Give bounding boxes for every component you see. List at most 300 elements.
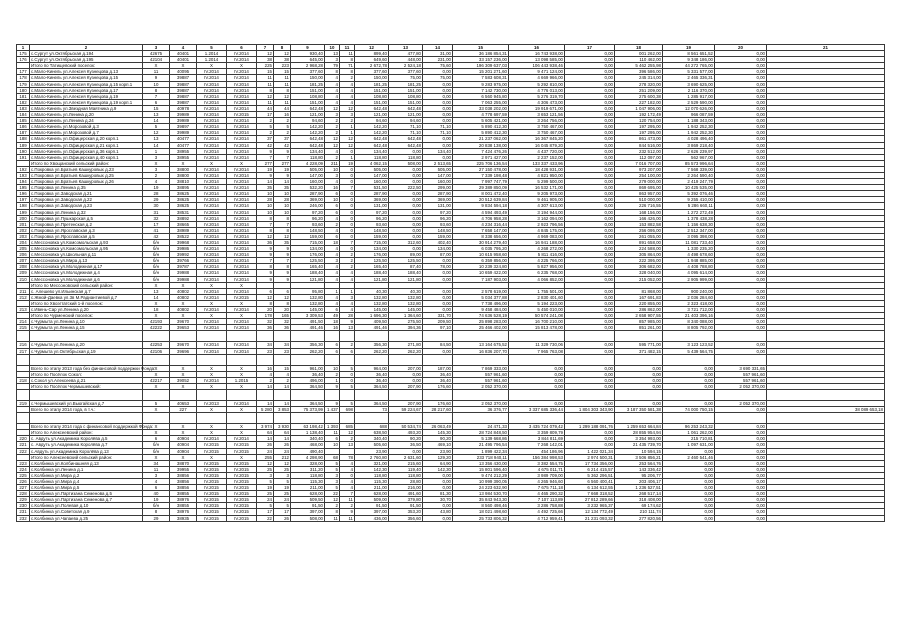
table-cell: 69 174,62 [615, 503, 663, 509]
table-cell: 0,00 [565, 240, 615, 246]
table-cell: 5 811 416,00 [509, 252, 565, 258]
table-cell: 25 [274, 466, 291, 472]
table-cell: 0,00 [565, 63, 615, 69]
table-cell: 7 424 476,26 [453, 148, 509, 154]
table-cell: 179 [17, 81, 30, 87]
table-cell: 4 062,15 [355, 160, 389, 166]
table-cell: 156 384 998,53 [509, 454, 565, 460]
table-cell: 38531 [170, 209, 197, 215]
table-cell: Х [197, 313, 227, 319]
table-cell: IV.2014 [197, 99, 227, 105]
table-cell: 34 [274, 342, 291, 348]
table-cell: 0,00 [389, 191, 423, 197]
table-cell: 145,00 [291, 307, 325, 313]
table-cell: с.Колбинка ул.Мира д.2 [30, 472, 143, 478]
table-cell: 9 [325, 400, 340, 406]
table-cell [227, 331, 257, 342]
table-cell [355, 354, 389, 365]
table-cell: IV.2014 [197, 270, 227, 276]
table-cell: 5 [143, 124, 170, 130]
table-cell: 595 771,00 [615, 342, 663, 348]
table-cell: б/н [143, 503, 170, 509]
table-cell: 28 [143, 191, 170, 197]
table-cell: 0,00 [715, 313, 767, 319]
table-cell: 132,80 [355, 294, 389, 300]
table-cell: 213 [17, 307, 30, 313]
table-cell: 4 675 011,71 [509, 466, 565, 472]
table-cell: 0,00 [423, 270, 453, 276]
table-cell: 181,25 [291, 81, 325, 87]
table-cell: 230 [17, 503, 30, 509]
table-cell: 0,00 [565, 99, 615, 105]
table-cell: Х [170, 371, 197, 377]
table-cell: 4 821 950,00 [509, 172, 565, 178]
table-cell: 3 309,53 [291, 313, 325, 319]
table-cell: 7 [274, 221, 291, 227]
table-cell: 5 [325, 466, 340, 472]
table-cell: Х [170, 160, 197, 166]
table-cell: 8 [257, 264, 274, 270]
table-cell [340, 331, 355, 342]
table-cell: 36 [274, 325, 291, 331]
table-cell: 4 [325, 81, 340, 87]
table-cell: 5 827 956,00 [509, 264, 565, 270]
table-cell: 5 299 500,00 [509, 179, 565, 185]
table-cell: Х [197, 160, 227, 166]
table-cell: 4 [340, 479, 355, 485]
table-cell: 5 392 076,46 [663, 191, 715, 197]
table-cell: 3 435 724 079,42 [509, 424, 565, 430]
table-cell: 38895 [170, 185, 197, 191]
table-cell: 4 [340, 81, 355, 87]
table-cell: 11 [340, 497, 355, 503]
table-cell [170, 389, 197, 400]
table-cell: 4 [325, 87, 340, 93]
table-cell: 1 236 527,51 [615, 485, 663, 491]
table-cell: 11 [274, 81, 291, 87]
table-cell: 0,00 [389, 148, 423, 154]
table-cell: с. Авдуть ул.Академика Королёва д.5 [30, 436, 143, 442]
table-cell: IV.2015 [197, 479, 227, 485]
table-cell: 0,00 [565, 377, 615, 383]
table-cell: 275,50 [389, 319, 423, 325]
table-cell: IV.2014 [227, 51, 257, 57]
table-cell: IV.2015 [197, 509, 227, 515]
table-cell: 0,00 [715, 342, 767, 348]
table-cell: 0,00 [509, 365, 565, 371]
table-cell: 0,00 [565, 130, 615, 136]
table-cell: 0,00 [715, 252, 767, 258]
table-cell: с.Покровка ул.Пушкарская д.5 [30, 215, 143, 221]
table-cell: 5 286 660,11 [663, 203, 715, 209]
table-cell: 148,50 [291, 227, 325, 233]
table-cell: 17 [274, 509, 291, 515]
table-cell: IV.2014 [227, 227, 257, 233]
table-cell: 121,00 [389, 112, 423, 118]
table-cell: 39766 [170, 258, 197, 264]
table-cell: 2 524,18 [389, 63, 423, 69]
table-cell: 287,90 [355, 191, 389, 197]
table-cell: 1 272 272,49 [663, 209, 715, 215]
table-cell: 0,00 [565, 209, 615, 215]
table-cell: 23,90 [355, 448, 389, 454]
table-cell: 10 425 535,00 [663, 185, 715, 191]
table-cell: IV.2014 [227, 209, 257, 215]
table-cell: IV.2014 [227, 436, 257, 442]
table-cell: 43,80 [423, 509, 453, 515]
table-cell: 0,00 [389, 371, 423, 377]
table-cell: 0,00 [715, 348, 767, 354]
table-cell: 3 750 467,00 [509, 124, 565, 130]
table-cell: 2 [143, 172, 170, 178]
table-cell: 490,40 [291, 448, 325, 454]
table-cell: 271,80 [389, 342, 423, 348]
table-cell: 2 [257, 118, 274, 124]
table-cell: 215 710,81 [663, 436, 715, 442]
table-cell: Х [197, 282, 227, 288]
column-number-cell: 3 [143, 45, 170, 51]
table-cell: 557 961,60 [453, 377, 509, 383]
table-cell: 0,00 [715, 436, 767, 442]
table-cell: с.Мало-Кинель ул.Ленина д.20 [30, 112, 143, 118]
table-cell: 4 306 473,00 [509, 99, 565, 105]
table-cell: с.Покровка ул.Ярославская д.3 [30, 227, 143, 233]
table-cell: IV.2015 [227, 497, 257, 503]
table-cell: 2 529 590,00 [663, 99, 715, 105]
table-cell: 715,00 [291, 240, 325, 246]
table-cell: 7 268 142,01 [509, 442, 565, 448]
table-cell: Х [143, 371, 170, 377]
table-cell: 38 [257, 57, 274, 63]
table-cell: 25 [274, 491, 291, 497]
table-cell: 891 658,00 [615, 240, 663, 246]
table-cell: 24 471,33 [453, 424, 509, 430]
table-cell [389, 331, 423, 342]
table-cell: 211 [325, 160, 340, 166]
table-cell [565, 413, 615, 424]
table-cell: 36 186 854,31 [453, 51, 509, 57]
table-cell: IV.2014 [197, 246, 227, 252]
table-cell: 39887 [170, 99, 197, 105]
table-cell [17, 389, 30, 400]
table-cell: 0,00 [389, 215, 423, 221]
table-cell: 35 [274, 185, 291, 191]
table-cell: 148,50 [355, 227, 389, 233]
table-cell: 3 653 121,56 [509, 112, 565, 118]
table-cell: 110 462,00 [615, 57, 663, 63]
table-cell: IV.2014 [197, 179, 227, 185]
table-cell: 1 285 917,00 [663, 93, 715, 99]
table-cell: 4 225 766,00 [509, 258, 565, 264]
table-cell: 3 194 944,00 [509, 209, 565, 215]
table-cell: 4 498 678,60 [663, 252, 715, 258]
table-cell: 36,40 [423, 371, 453, 377]
table-cell: 4 437 720,00 [509, 148, 565, 154]
table-cell: 251 209,00 [615, 87, 663, 93]
column-number-cell: 19 [663, 45, 715, 51]
table-cell: 90,20 [389, 436, 423, 442]
table-cell: 14 [274, 179, 291, 185]
table-cell: Х [143, 282, 170, 288]
table-cell: 1 [325, 377, 340, 383]
table-cell: 278 320,00 [615, 81, 663, 87]
table-cell: 12 134 772,49 [565, 509, 615, 515]
table-cell: Х [227, 313, 257, 319]
table-cell: 10 [274, 203, 291, 209]
table-cell: 8 [257, 227, 274, 233]
table-cell: 12 070 626,00 [663, 105, 715, 111]
table-cell: IV.2014 [227, 118, 257, 124]
table-cell: 1 364,60 [389, 313, 423, 319]
table-cell: 2 [340, 436, 355, 442]
table-cell: 9 [274, 252, 291, 258]
table-cell: Х [227, 160, 257, 166]
table-cell: 42193 [143, 319, 170, 325]
table-cell: 15 [274, 365, 291, 371]
table-cell: 0,00 [715, 460, 767, 466]
table-cell: 2 [340, 503, 355, 509]
table-cell: 9 [274, 276, 291, 282]
table-cell: 1 942 252,30 [663, 130, 715, 136]
table-cell: 39887 [170, 81, 197, 87]
table-cell: 254 100,00 [615, 172, 663, 178]
table-cell: с.Колбинка ул.Мира д.5 [30, 485, 143, 491]
table-cell: 9 [257, 172, 274, 178]
table-cell: 97,20 [291, 209, 325, 215]
table-cell: 0,00 [423, 105, 453, 111]
table-cell: б/н [143, 442, 170, 448]
table-cell: IV.2015 [197, 503, 227, 509]
table-cell: 2 512 347,00 [663, 227, 715, 233]
table-cell: 50 574 241,08 [509, 313, 565, 319]
table-cell: 505,00 [423, 166, 453, 172]
table-cell: 11 [340, 51, 355, 57]
table-cell: 1 378 438,28 [663, 215, 715, 221]
table-cell: 4 [340, 276, 355, 282]
table-cell: Х [227, 430, 257, 436]
table-cell: 17 734 356,00 [565, 460, 615, 466]
table-cell: 64 [274, 430, 291, 436]
table-cell: 5 462 255,98 [615, 63, 663, 69]
table-cell: 132,80 [291, 294, 325, 300]
blank-row [17, 354, 885, 365]
table-cell: 12 [340, 136, 355, 142]
table-cell: 9 [257, 252, 274, 258]
table-cell: 24 [257, 497, 274, 503]
table-cell: 477,80 [389, 51, 423, 57]
table-cell: 0,00 [715, 215, 767, 221]
table-cell: Итого по Хвоэгтатский 1-й поселок: [30, 300, 143, 306]
table-cell [715, 389, 767, 400]
table-cell: 0,00 [663, 371, 715, 377]
table-cell: Х [170, 365, 197, 371]
column-number-cell: 18 [615, 45, 663, 51]
table-cell: IV.2014 [227, 319, 257, 325]
table-cell: 468,00 [291, 442, 325, 448]
table-cell: 5 034 377,88 [453, 294, 509, 300]
table-cell: 0,00 [715, 75, 767, 81]
table-cell: с.Мало-Кинель ул.Морозовой д.7 [30, 130, 143, 136]
table-cell: 12 [274, 460, 291, 466]
table-cell: 0,00 [715, 258, 767, 264]
table-cell: 8 [143, 87, 170, 93]
table-cell: 11 [143, 466, 170, 472]
table-cell: 277 820,56 [615, 515, 663, 521]
table-cell: 1 138,40 [291, 430, 325, 436]
table-cell: 151,00 [389, 87, 423, 93]
table-cell: 13 098 585,00 [509, 57, 565, 63]
table-cell: 227 [170, 407, 197, 413]
table-cell: 233 718 940,11 [453, 454, 509, 460]
table-cell [767, 331, 885, 342]
table-cell: с.Покровка ул.Заводская д.23 [30, 203, 143, 209]
table-cell: 6 560 400,41 [565, 479, 615, 485]
table-cell: 142,20 [291, 130, 325, 136]
table-cell: 0,00 [565, 203, 615, 209]
table-cell: 0,00 [663, 466, 715, 472]
table-cell: 0,00 [565, 160, 615, 166]
table-cell: 0,00 [565, 288, 615, 294]
table-cell: 93,60 [291, 221, 325, 227]
table-cell: Х [227, 454, 257, 460]
table-cell: Х [227, 300, 257, 306]
table-cell: 0,00 [715, 491, 767, 497]
table-cell: 94,60 [291, 118, 325, 124]
table-cell: 81,30 [423, 491, 453, 497]
table-cell: 1 299 188 091,76 [565, 424, 615, 430]
table-cell: 508,00 [291, 515, 325, 521]
table-cell: 7 869 333,00 [453, 365, 509, 371]
table-cell: 38625 [170, 197, 197, 203]
table-cell: 0,00 [565, 87, 615, 93]
table-cell: 0,00 [565, 276, 615, 282]
table-cell: 397,00 [355, 509, 389, 515]
table-cell: 402,40 [423, 240, 453, 246]
table-cell: 215,60 [389, 460, 423, 466]
table-cell [615, 413, 663, 424]
table-cell: 121,80 [389, 276, 423, 282]
table-cell: 454 186,96 [509, 448, 565, 454]
table-cell: 3 [143, 166, 170, 172]
table-cell: 133 337 433,96 [509, 160, 565, 166]
report-table [16, 44, 885, 522]
table-cell: 198 [17, 203, 30, 209]
table-cell: 6 [340, 348, 355, 354]
table-cell: IV.2015 [227, 460, 257, 466]
table-cell: 160,00 [423, 179, 453, 185]
table-cell: 121,00 [291, 112, 325, 118]
table-cell: IV.2014 [227, 99, 257, 105]
table-cell: 493,20 [389, 430, 423, 436]
table-cell: б/н [143, 448, 170, 454]
table-cell: 134,40 [355, 148, 389, 154]
table-cell: 225 [257, 63, 274, 69]
table-cell [355, 331, 389, 342]
table-cell: 0,00 [565, 430, 615, 436]
table-cell: 0,00 [565, 215, 615, 221]
table-cell: 120 754,00 [615, 118, 663, 124]
table-cell: IV.2014 [197, 185, 227, 191]
table-cell: 39052 [170, 377, 197, 383]
table-cell: 11 329 730,06 [509, 342, 565, 348]
column-number-cell: 10 [325, 45, 340, 51]
table-cell [767, 389, 885, 400]
table-cell: 195 [17, 185, 30, 191]
table-cell: IV.2014 [227, 252, 257, 258]
table-cell: 2 923 796,56 [509, 221, 565, 227]
table-cell: 134,00 [291, 246, 325, 252]
table-cell: 8 [257, 215, 274, 221]
table-cell: IV.2015 [227, 515, 257, 521]
table-cell: 97,20 [355, 209, 389, 215]
table-cell: 36,40 [355, 371, 389, 377]
table-cell: 11 [340, 515, 355, 521]
table-cell: 204 [17, 240, 30, 246]
table-cell: IV.2014 [197, 105, 227, 111]
table-cell: 279 000,00 [615, 179, 663, 185]
table-cell: 20 [257, 307, 274, 313]
table-cell: 40802 [170, 294, 197, 300]
table-cell: 1 330 235,20 [663, 246, 715, 252]
table-cell: 71,10 [423, 124, 453, 130]
table-cell: 356,30 [355, 342, 389, 348]
table-cell: 0,00 [565, 112, 615, 118]
table-cell: 7 016 707,00 [615, 160, 663, 166]
table-cell: 134,00 [355, 246, 389, 252]
table-cell: 159,00 [355, 233, 389, 239]
table-cell: 268 517,14 [615, 491, 663, 497]
table-cell: 0,00 [565, 57, 615, 63]
table-cell [257, 413, 274, 424]
table-cell: 11 [325, 515, 340, 521]
table-cell: IV.2015 [227, 509, 257, 515]
table-cell: 121,80 [291, 276, 325, 282]
table-cell: IV.2014 [197, 288, 227, 294]
table-cell: 0,00 [509, 377, 565, 383]
table-cell: IV.2014 [227, 203, 257, 209]
table-cell: 29 389 850,09 [453, 185, 509, 191]
table-cell: IV.2015 [197, 442, 227, 448]
table-cell: 532,20 [291, 185, 325, 191]
table-cell [453, 354, 509, 365]
table-cell: с.Мало-Кинель ул.Ленина д.24 [30, 118, 143, 124]
table-cell: 147,00 [355, 172, 389, 178]
table-cell: 27 812 289,66 [565, 497, 615, 503]
table-cell: 0,00 [715, 142, 767, 148]
table-cell: 409,50 [355, 319, 389, 325]
table-cell: 2 [325, 130, 340, 136]
table-cell: 16 743 938,00 [509, 51, 565, 57]
table-cell: IV.2014 [227, 264, 257, 270]
table-cell: 227 182,00 [615, 99, 663, 105]
table-cell: 12 [257, 93, 274, 99]
table-cell: 23,90 [423, 448, 453, 454]
table-cell: 39897 [170, 124, 197, 130]
table-cell: 10 615 958,60 [453, 252, 509, 258]
table-cell: 2 [340, 75, 355, 81]
table-cell: 5 890 412,30 [453, 124, 509, 130]
table-cell: 7 965 763,08 [509, 348, 565, 354]
table-cell: с.Колбинка ул.Колбинашняя д.13 [30, 460, 143, 466]
table-cell: 1 [340, 130, 355, 136]
table-cell: Всего по этапу 2013 года без финансовой поддержки Фонда: [31, 365, 156, 371]
table-cell: 3 187 350 581,38 [615, 407, 663, 413]
table-cell: 16 [325, 325, 340, 331]
table-cell: 3 286 758,88 [509, 503, 565, 509]
table-cell: 2 [340, 118, 355, 124]
table-cell: 0,00 [715, 288, 767, 294]
table-cell: 9 834 594,18 [453, 203, 509, 209]
